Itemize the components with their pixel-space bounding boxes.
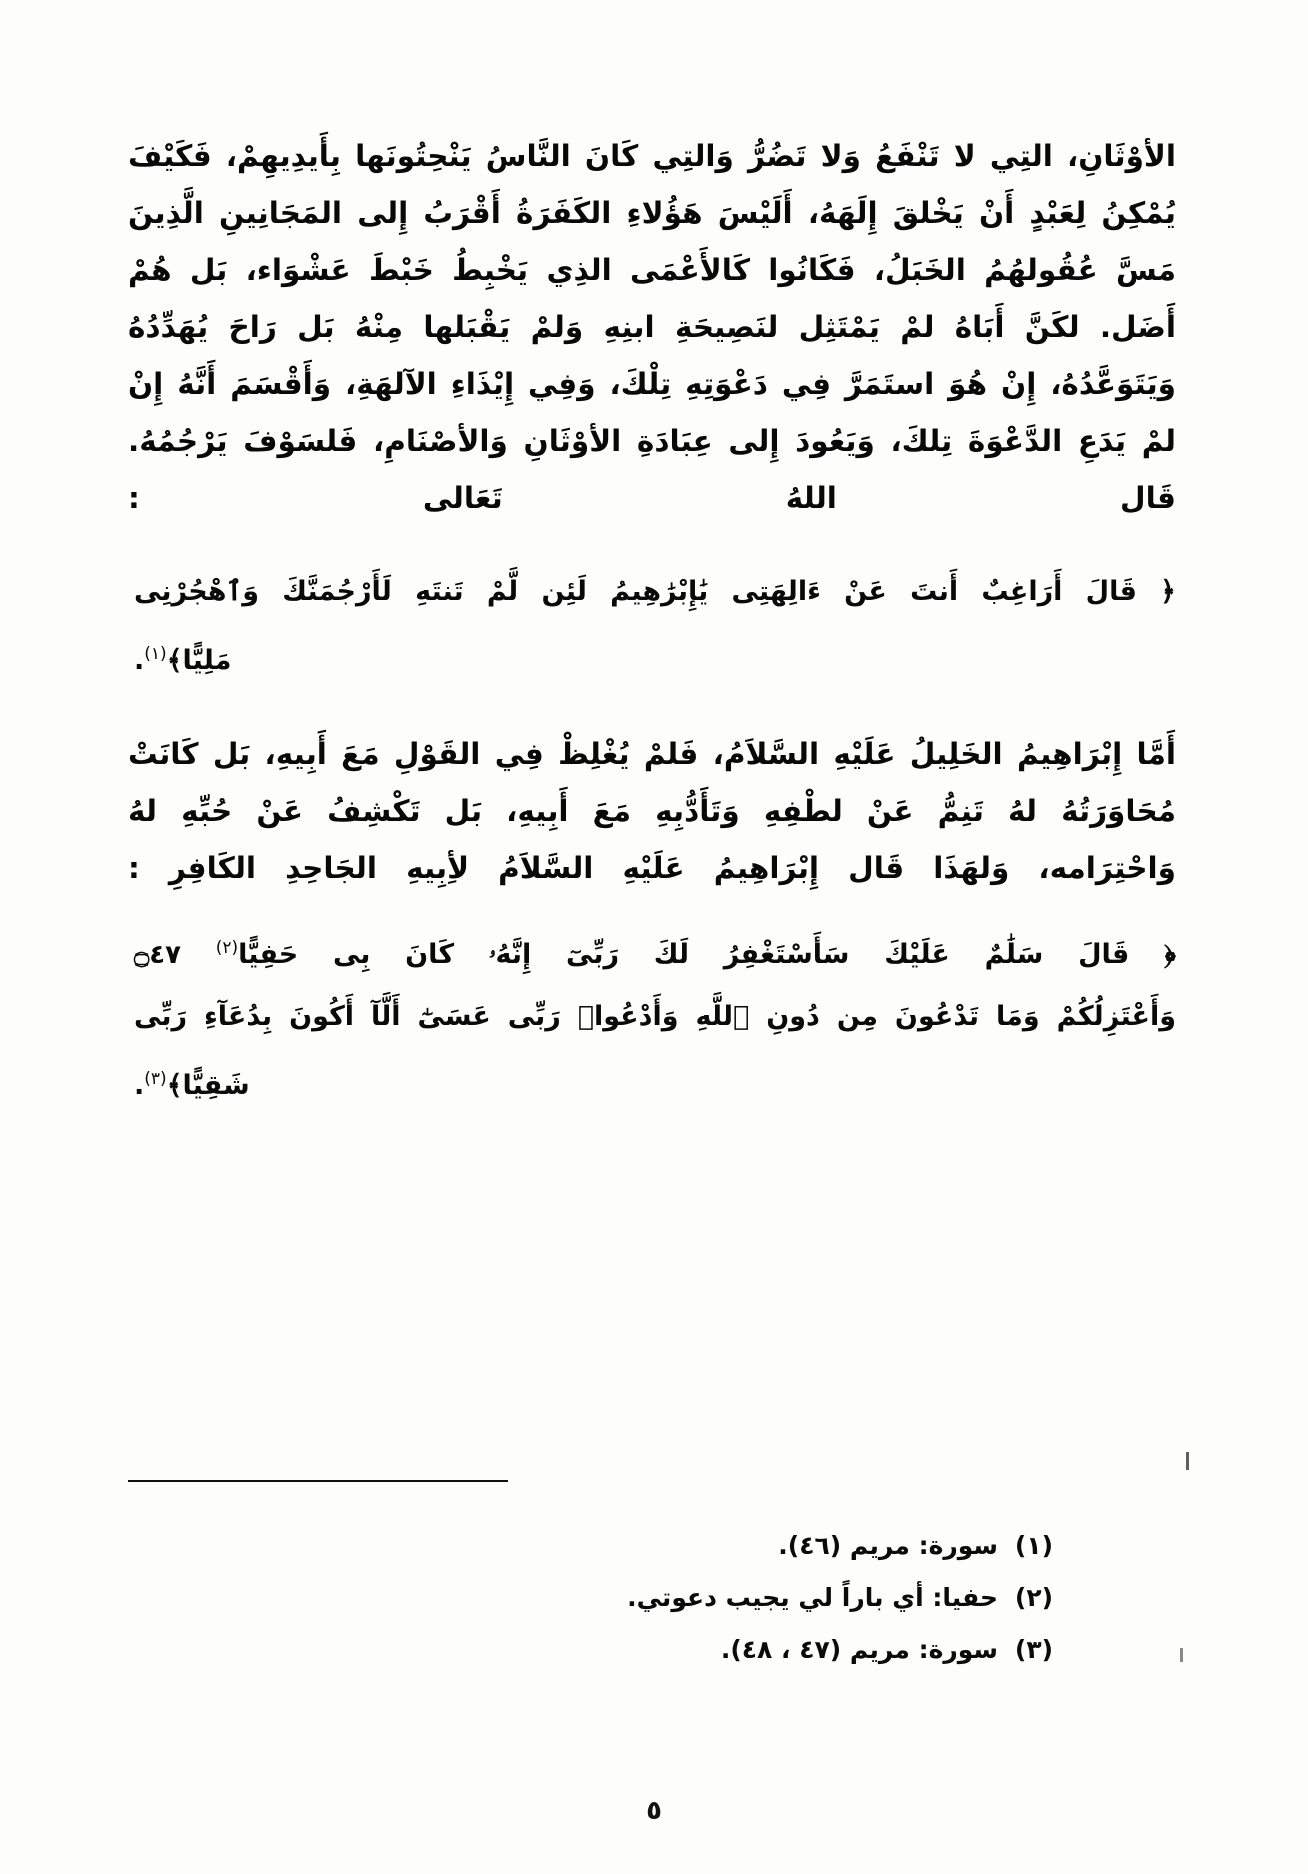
footnote-text: سورة: مريم (٤٦).: [778, 1531, 998, 1560]
footnote-item: [128, 1520, 1176, 1572]
quote-one-line-one: ﴿ قَالَ أَرَاغِبٌ أَنتَ عَنْ ءَالِهَتِى يَٰإِبْرَٰهِيمُ لَئِن لَّمْ تَنتَهِ لَأَرْجُمَنَّكَ وَٱهْجُرْنِى: [134, 576, 1176, 607]
footnote-number: (١): [1014, 1531, 1054, 1560]
quote-one-trailing-punct: .: [134, 645, 145, 676]
scan-artifact-mark: [1186, 1452, 1189, 1470]
quote-two-line-three: [134, 1048, 1176, 1117]
footnote-list: [128, 1520, 1176, 1676]
spacer: [128, 897, 1176, 917]
footnote-number: (٢): [1014, 1583, 1054, 1612]
quote-two-footnote-ref-2: (٢): [215, 938, 239, 958]
quote-one-line-two-text: مَلِيًّا﴾: [166, 645, 232, 676]
quote-two-line-one: [134, 917, 1176, 986]
quote-two-trailing-punct: .: [134, 1070, 145, 1101]
footnote-number: (٣): [1014, 1635, 1054, 1664]
quote-one-footnote-ref: (١): [144, 644, 167, 664]
footnote-separator-rule: [128, 1480, 508, 1482]
spacer: [128, 527, 1176, 561]
quran-quote-two: [128, 917, 1176, 1117]
spacer: [128, 692, 1176, 726]
footnote-separator-wrap: [128, 1480, 1176, 1482]
quote-two-line-three-text: شَقِيًّا﴾: [166, 1070, 250, 1101]
scan-artifact-mark: [1180, 1648, 1183, 1662]
footnote-text: سورة: مريم (٤٧ ، ٤٨).: [720, 1635, 998, 1664]
quran-quote-one: [128, 561, 1176, 692]
quote-two-line-two: وَأَعْتَزِلُكُمْ وَمَا تَدْعُونَ مِن دُونِ ٱللَّهِ وَأَدْعُوا۟ رَبِّى عَسَىٰٓ أَلَّآ أَكُونَ بِدُعَآءِ رَبِّى: [134, 1001, 1176, 1032]
ayah-number-marker-47: ۝٤٧: [134, 940, 181, 970]
page-number: ٥: [646, 1796, 662, 1826]
paragraph-one: الأوْثَانِ، التِي لا تَنْفَعُ وَلا تَضُرُّ وَالتِي كَانَ النَّاسُ يَنْحِتُونَها بِأَيدِيهِمْ، فَكَيْفَ يُمْكِنُ لِعَبْدٍ أَنْ يَخْلقَ إِلَهَهُ، أَلَيْسَ هَؤُلاءِ الكَفَرَةُ أَقْرَبُ إِلى المَجَانِينِ الَّذِينَ مَسَّ عُقُولهُمُ الخَبَلُ، فَكَانُوا كَالأَعْمَى الذِي يَخْبِطُ خَبْطَ عَشْوَاء، بَل هُمْ أَضَل. لكَنَّ أَبَاهُ لمْ يَمْتَثِل لنَصِيحَةِ ابنِهِ وَلمْ يَقْبَلها مِنْهُ بَل رَاحَ يُهَدِّدُهُ وَيَتَوَعَّدُهُ، إِنْ هُوَ استَمَرَّ فِي دَعْوَتِهِ تِلْكَ، وَفِي إِيْذَاءِ الآلهَةِ، وَأَقْسَمَ أَنَّهُ إِنْ لمْ يَدَعِ الدَّعْوَةَ تِلكَ، وَيَعُودَ إِلى عِبَادَةِ الأوْثَانِ وَالأصْنَامِ، فَلسَوْفَ يَرْجُمُهُ. قَال اللهُ تَعَالى :: [128, 139, 1176, 515]
quote-two-footnote-ref-3: (٣): [144, 1069, 167, 1089]
paragraph-two: أَمَّا إِبْرَاهِيمُ الخَلِيلُ عَلَيْهِ السَّلاَمُ، فَلمْ يُغْلِظْ فِي القَوْلِ مَعَ أَبِيهِ، بَل كَانَتْ مُحَاوَرَتُهُ لهُ تَنِمُّ عَنْ لطْفِهِ وَتَأَدُّبِهِ مَعَ أَبِيهِ، بَل تَكْشِفُ عَنْ حُبِّهِ لهُ وَاحْتِرَامه، وَلهَذَا قَال إِبْرَاهِيمُ عَلَيْهِ السَّلاَمُ لأِبِيهِ الجَاحِدِ الكَافِرِ :: [128, 737, 1176, 885]
quote-two-line-one-text: ﴿ قَالَ سَلَٰمٌ عَلَيْكَ سَأَسْتَغْفِرُ لَكَ رَبِّىٓ إِنَّهُۥ كَانَ بِى حَفِيًّا: [238, 939, 1177, 970]
footnote-section: [128, 1480, 1176, 1676]
footnote-item: [128, 1624, 1176, 1676]
footnote-item: [128, 1572, 1176, 1624]
quote-one-line-two: [134, 623, 1176, 692]
footnote-text: حفيا: أي باراً لي يجيب دعوتي.: [627, 1583, 998, 1612]
